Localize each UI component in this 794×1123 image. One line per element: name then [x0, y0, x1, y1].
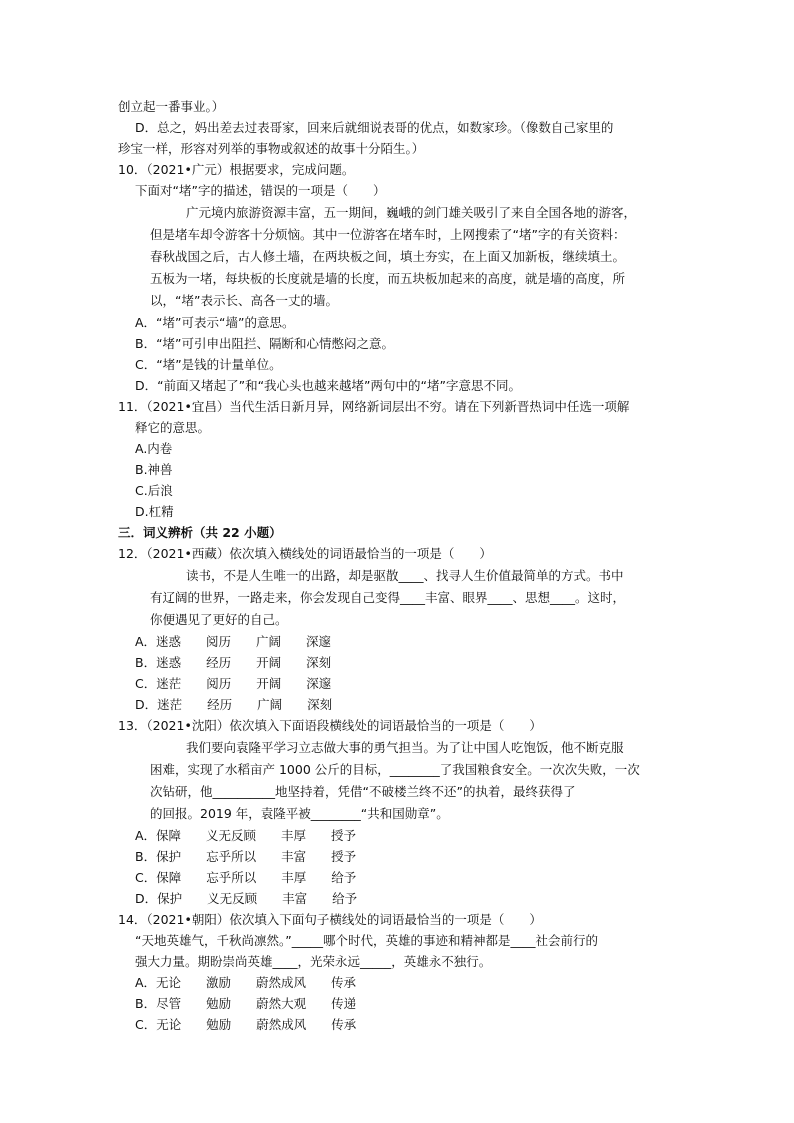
text-line: D．总之，妈出差去过表哥家，回来后就细说表哥的优点，如数家珍。（像数自己家里的 [135, 120, 614, 135]
text-line: 12．（2021•西藏）依次填入横线处的词语最恰当的一项是（ ） [118, 546, 492, 561]
text-line: 读书，不是人生唯一的出路，却是驱散____、找寻人生价值最简单的方式。书中 [186, 568, 624, 583]
text-line: D．迷茫 经历 广阔 深刻 [135, 697, 333, 712]
text-line: D．保护 义无反顾 丰富 给予 [135, 891, 358, 906]
text-line: C．无论 勉励 蔚然成风 传承 [135, 1017, 357, 1032]
text-line: 春秋战国之后，古人修土墙，在两块板之间，填土夯实，在上面又加新板，继续填土。 [150, 249, 626, 264]
text-line: C．迷茫 阅历 开阔 深邃 [135, 676, 332, 691]
text-line: 13．（2021•沈阳）依次填入下面语段横线处的词语最恰当的一项是（ ） [118, 718, 542, 733]
text-line: C．保障 忘乎所以 丰厚 给予 [135, 870, 357, 885]
text-line: A．无论 激励 蔚然成风 传承 [135, 975, 357, 990]
text-line: 你便遇见了更好的自己。 [150, 612, 288, 627]
text-line: 下面对“堵”字的描述，错误的一项是（ ） [135, 183, 386, 198]
text-line: 但是堵车却令游客十分烦恼。其中一位游客在堵车时，上网搜索了“堵”字的有关资料： [150, 227, 626, 242]
text-line: 有辽阔的世界，一路走来，你会发现自己变得____丰富、眼界____、思想____。这时， [150, 590, 626, 605]
text-line: A．保障 义无反顾 丰厚 授予 [135, 828, 357, 843]
text-line: 的回报。2019 年，袁隆平被________“共和国勋章”。 [150, 806, 449, 821]
text-line: 困难，实现了水稻亩产 1000 公斤的目标，________了我国粮食安全。一次次失败，一次 [150, 762, 640, 777]
text-line: B．保护 忘乎所以 丰富 授予 [135, 849, 357, 864]
text-line: 11．（2021•宜昌）当代生活日新月异，网络新词层出不穷。请在下列新晋热词中任选一项解 [118, 399, 630, 414]
text-line: 我们要向袁隆平学习立志做大事的勇气担当。为了让中国人吃饱饭，他不断克服 [186, 740, 624, 755]
text-line: C．“堵”是钱的计量单位。 [135, 357, 282, 372]
text-line: A．迷惑 阅历 广阔 深邃 [135, 634, 332, 649]
text-line: B．迷惑 经历 开阔 深刻 [135, 655, 332, 670]
text-line: 五板为一堵，每块板的长度就是墙的长度，而五块板加起来的高度，就是墙的高度，所 [150, 271, 626, 286]
text-line: 强大力量。期盼崇尚英雄____，光荣永远_____，英雄永不独行。 [135, 954, 492, 969]
text-line: 珍宝一样，形容对列举的事物或叙述的故事十分陌生。） [118, 141, 425, 156]
text-line: C.后浪 [135, 483, 173, 498]
text-line: D．“前面又堵起了”和“我心头也越来越堵”两句中的“堵”字意思不同。 [135, 378, 521, 393]
text-line: “天地英雄气，千秋尚凛然。”_____哪个时代，英雄的事迹和精神都是____社会前行的 [135, 933, 598, 948]
text-line: 以，“堵”表示长、高各一丈的墙。 [150, 293, 338, 308]
text-line: A.内卷 [135, 441, 173, 456]
text-line: D.杠精 [135, 504, 174, 519]
text-line: 三．词义辨析（共 22 小题） [118, 525, 282, 540]
text-line: 14．（2021•朝阳）依次填入下面句子横线处的词语最恰当的一项是（ ） [118, 912, 542, 927]
text-line: 广元境内旅游资源丰富，五一期间，巍峨的剑门雄关吸引了来自全国各地的游客， [186, 205, 637, 220]
text-line: 创立起一番事业。） [118, 99, 225, 114]
text-line: B．尽管 勉励 蔚然大观 传递 [135, 996, 357, 1011]
text-line: 次钻研，他__________地坚持着，凭借“不破楼兰终不还”的执着，最终获得了 [150, 784, 576, 799]
text-line: B．“堵”可引申出阻拦、隔断和心情憋闷之意。 [135, 336, 395, 351]
text-line: A．“堵”可表示“墙”的意思。 [135, 315, 295, 330]
text-line: B.神兽 [135, 462, 173, 477]
text-line: 10．（2021•广元）根据要求，完成问题。 [118, 162, 355, 177]
text-line: 释它的意思。 [135, 420, 211, 435]
